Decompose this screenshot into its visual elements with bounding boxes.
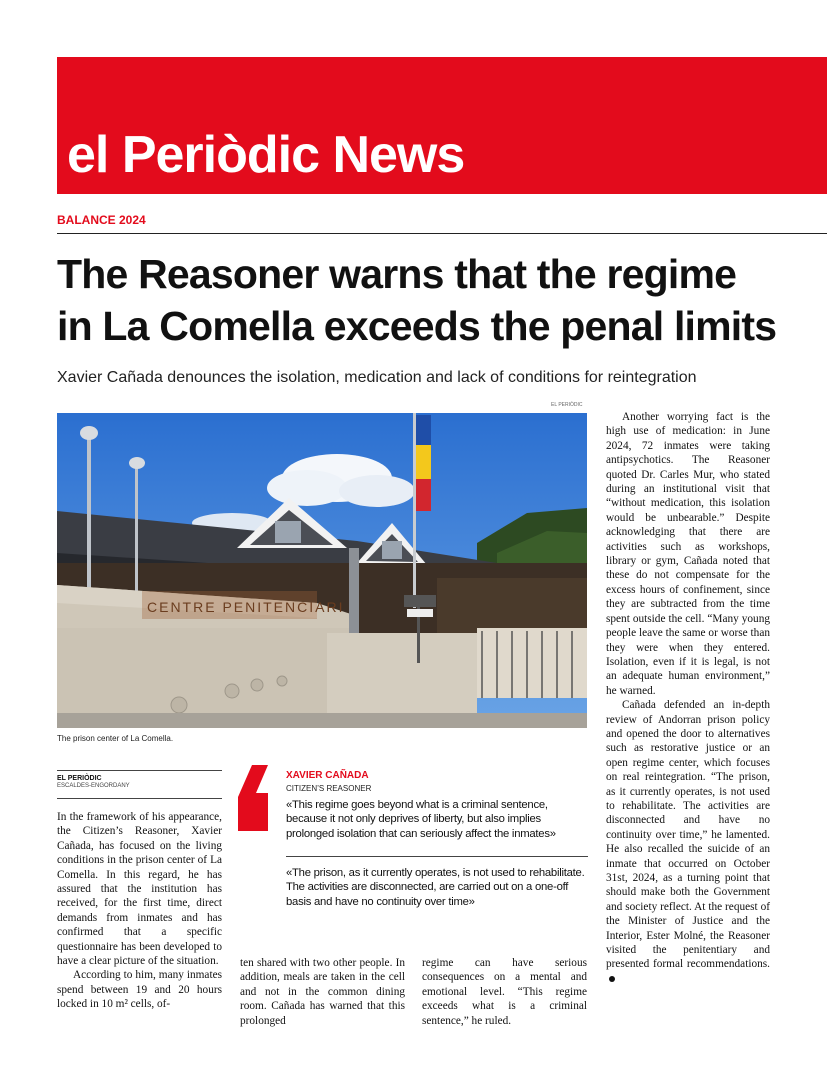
masthead [57, 57, 827, 194]
section-label: BALANCE 2024 [57, 213, 146, 227]
building-sign-text: CENTRE PENITENCIARI [147, 599, 345, 615]
body-paragraph: regime can have serious consequences on a mental and emotional level. “This regime exceeds what is a criminal sentence,” he ruled. [422, 957, 587, 1027]
article-headline [57, 248, 817, 352]
article-photo [57, 413, 587, 728]
quote-author-role: CITIZEN’S REASONER [286, 784, 372, 793]
quotation-mark-icon [236, 763, 274, 833]
body-column-4 [606, 410, 770, 986]
pull-quote-2: «The prison, as it currently operates, is not used to rehabilitate. The activities are disconnected, are carried out on a one-off basis and have no continuity over time» [286, 867, 585, 908]
section-divider [57, 233, 827, 234]
byline-location: ESCALDES-ENGORDANY [57, 783, 130, 789]
body-paragraph: ten shared with two other people. In addition, meals are taken in the cell and not in the common dining room. Cañada has warned that this prolonged [240, 957, 405, 1027]
body-paragraph [606, 698, 770, 986]
photo-caption: The prison center of La Comella. [57, 734, 174, 743]
masthead-title: el Periòdic News [67, 126, 465, 184]
end-of-article-icon [609, 976, 615, 982]
body-paragraph-text: Cañada defended an in-depth review of Andorran prison policy and opened the door to alternatives such as restorative justice or an open regime center, which focuses on real reintegration. “The prison, as it currently operates, is not used to rehabilitate. The activities are disconnected and have no continuity over time,” he lamented. He also recalled the suicide of an inmate that occurred on October 31st, 2024, as a turning point that should make both the Government and society reflect. At the request of the Minister of Justice and the Interior, Ester Molné, the Reasoner visited the penitentiary and presented formal recommendations. [606, 699, 770, 971]
body-paragraph: Another worrying fact is the high use of medication: in June 2024, 72 inmates were taking antipsychotics. The Reasoner quoted Dr. Carles Mur, who stated during an institutional visit that “without medication, this isolation would be unbearable.” Despite acknowledging that there are activities such as workshops, library or gym, Cañada noted that these do not compensate for the excess hours of confinement, since they are subtracted from the time spent outside the cell. “Many young people leave the same or worse than they were when they entered. Isolation, even if it is legal, is not an adequate human environment,” he warned. [606, 411, 770, 697]
article-subhead: Xavier Cañada denounces the isolation, medication and lack of conditions for reintegration [57, 369, 697, 386]
photo-credit: EL PERIÒDIC [551, 402, 583, 408]
body-column-1 [57, 810, 222, 1012]
byline-divider [57, 798, 222, 799]
headline-line-2: in La Comella exceeds the penal limits [57, 303, 777, 349]
headline-line-1: The Reasoner warns that the regime [57, 251, 737, 297]
body-column-3 [422, 956, 587, 1028]
quote-author-name: XAVIER CAÑADA [286, 770, 369, 781]
byline-organization: EL PERIÒDIC [57, 775, 102, 782]
body-column-2 [240, 956, 405, 1028]
byline [57, 770, 222, 789]
pull-quote-1: «This regime goes beyond what is a criminal sentence, because it not only deprives of liberty, but also implies prolonged isolation that can seriously affect the inmates» [286, 799, 556, 840]
body-paragraph: According to him, many inmates spend between 19 and 20 hours locked in 10 m² cells, of- [57, 969, 222, 1011]
quote-divider [286, 856, 588, 857]
prison-building-illustration [57, 413, 587, 728]
body-paragraph: In the framework of his appearance, the Citizen’s Reasoner, Xavier Cañada, has focused on the living conditions in the prison center of La Comella. In this regard, he has assured that the institution has received, for the first time, direct demands from inmates and has confirmed that a specific questionnaire has been developed to have a clear picture of the situation. [57, 811, 222, 968]
